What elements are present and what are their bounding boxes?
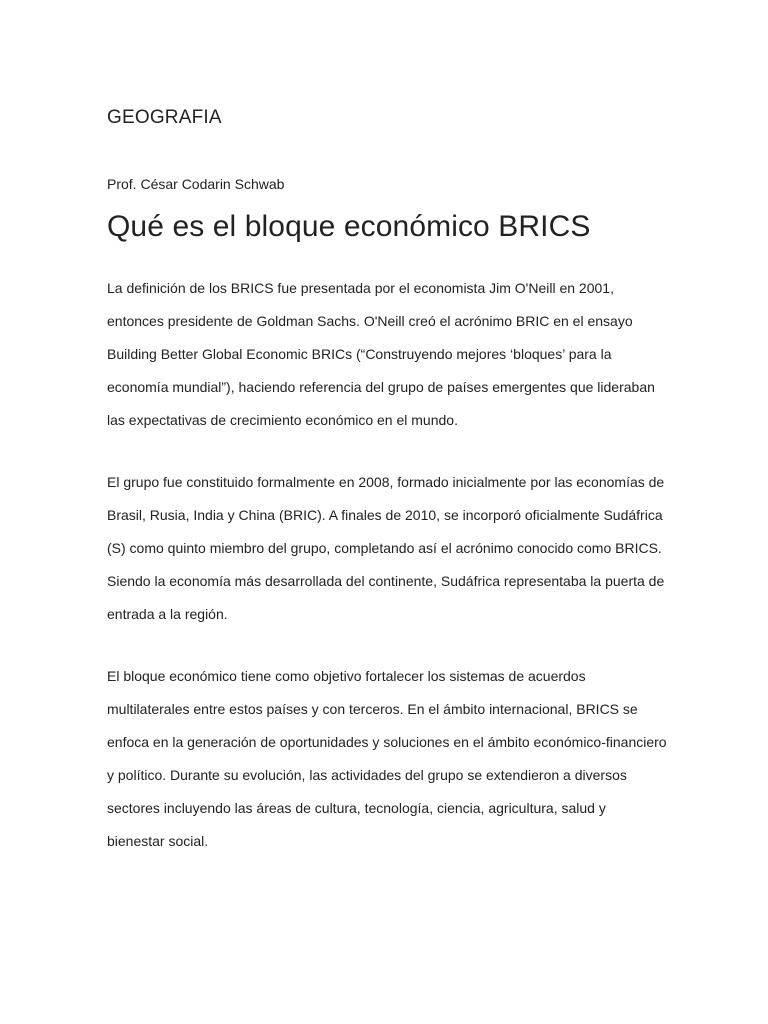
paragraph-2: El grupo fue constituido formalmente en 2008, formado inicialmente por las economías de Brasil, Rusia, India y China (BRIC). A finales de 2010, se incorporó oficialmente Sudáfrica (S) como quinto miembro del grupo, completando así el acrónimo conocido como BRICS. Siendo la economía más desarrollada del continente, Sudáfrica representaba la puerta de entrada a la región.	[107, 474, 665, 622]
author-line: Prof. César Codarin Schwab	[107, 176, 285, 192]
page-title: Qué es el bloque económico BRICS	[107, 210, 591, 243]
subject-heading: GEOGRAFIA	[107, 107, 222, 128]
paragraph-3: El bloque económico tiene como objetivo fortalecer los sistemas de acuerdos multilaterales entre estos países y con terceros. En el ámbito internacional, BRICS se enfoca en la generación de oportunidades y soluciones en el ámbito económico-financiero y político. Durante su evolución, las actividades del grupo se extendieron a diversos sectores incluyendo las áreas de cultura, tecnología, ciencia, agricultura, salud y bienestar social.	[107, 668, 667, 849]
document-content	[107, 104, 667, 858]
paragraph-1: La definición de los BRICS fue presentada por el economista Jim O'Neill en 2001, entonces presidente de Goldman Sachs. O'Neill creó el acrónimo BRIC en el ensayo Building Better Global Economic BRICs (“Construyendo mejores ‘bloques’ para la economía mundial”), haciendo referencia del grupo de países emergentes que lideraban las expectativas de crecimiento económico en el mundo.	[107, 280, 655, 428]
